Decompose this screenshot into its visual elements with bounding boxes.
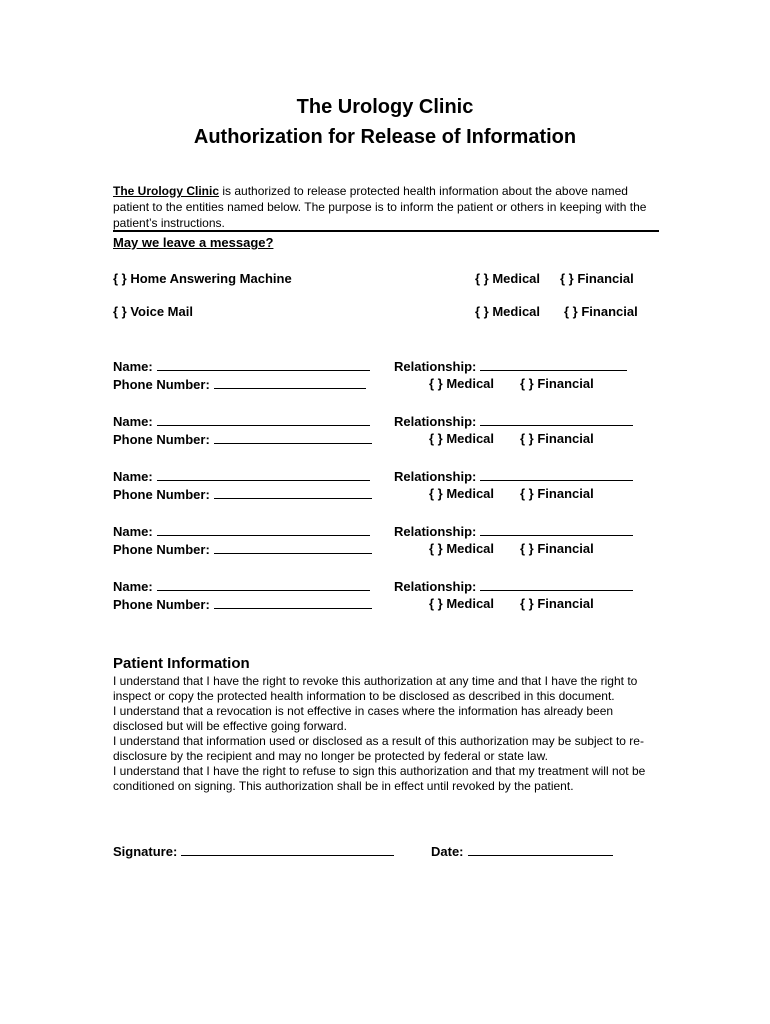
home-answering-machine-financial-option[interactable]: { } Financial (560, 271, 634, 286)
voice-mail-option[interactable]: { } Voice Mail (113, 304, 193, 319)
name-label: Name: (113, 469, 153, 484)
phone-field[interactable] (214, 596, 372, 609)
contact-medical-option[interactable]: { } Medical (429, 541, 495, 556)
name-label: Name: (113, 524, 153, 539)
home-answering-machine-option[interactable]: { } Home Answering Machine (113, 271, 292, 286)
relationship-label: Relationship: (394, 579, 477, 594)
patient-info-heading: Patient Information (113, 655, 250, 672)
contact-relationship-row (394, 358, 627, 374)
contact-medical-option[interactable]: { } Medical (429, 431, 495, 446)
relationship-field[interactable] (480, 413, 633, 426)
contact-name-row (113, 413, 370, 429)
name-label: Name: (113, 414, 153, 429)
voice-mail-medical-option[interactable]: { } Medical (475, 304, 541, 319)
relationship-label: Relationship: (394, 359, 477, 374)
signature-field[interactable] (181, 843, 394, 856)
contact-name-row (113, 358, 370, 374)
phone-field[interactable] (214, 486, 372, 499)
patient-info-paragraph: I understand that information used or disclosed as a result of this authorization may be subject to re-disclosure by the recipient and may no longer be protected by federal or state law. (113, 734, 644, 763)
contact-financial-option[interactable]: { } Financial (520, 541, 594, 556)
patient-info-paragraph: I understand that I have the right to refuse to sign this authorization and that my treatment will not be conditioned on signing. This authorization shall be in effect until revoked by the patient. (113, 764, 646, 793)
phone-field[interactable] (214, 541, 372, 554)
signature-row (113, 843, 394, 859)
contact-financial-option[interactable]: { } Financial (520, 596, 594, 611)
name-label: Name: (113, 359, 153, 374)
date-label: Date: (431, 844, 464, 859)
contact-name-row (113, 523, 370, 539)
signature-label: Signature: (113, 844, 178, 859)
date-field[interactable] (468, 843, 613, 856)
intro-text: is authorized to release protected health information about the above named patient to the entities named below. The purpose is to inform the patient or others in keeping with the patient’s instructions. (113, 184, 647, 230)
message-heading: May we leave a message? (113, 235, 274, 250)
phone-field[interactable] (214, 376, 366, 389)
phone-label: Phone Number: (113, 432, 210, 447)
phone-label: Phone Number: (113, 377, 210, 392)
relationship-field[interactable] (480, 468, 633, 481)
contact-relationship-row (394, 413, 633, 429)
name-field[interactable] (157, 468, 370, 481)
relationship-field[interactable] (480, 358, 627, 371)
name-field[interactable] (157, 358, 370, 371)
contact-financial-option[interactable]: { } Financial (520, 486, 594, 501)
contact-phone-row (113, 541, 372, 557)
name-label: Name: (113, 579, 153, 594)
name-field[interactable] (157, 413, 370, 426)
contact-phone-row (113, 431, 372, 447)
contact-relationship-row (394, 578, 633, 594)
name-field[interactable] (157, 523, 370, 536)
patient-info-paragraph: I understand that a revocation is not effective in cases where the information has already been disclosed but will be effective going forward. (113, 704, 614, 733)
phone-label: Phone Number: (113, 597, 210, 612)
contact-financial-option[interactable]: { } Financial (520, 431, 594, 446)
contact-name-row (113, 578, 370, 594)
contact-relationship-row (394, 468, 633, 484)
contact-medical-option[interactable]: { } Medical (429, 486, 495, 501)
relationship-label: Relationship: (394, 469, 477, 484)
patient-info-paragraph: I understand that I have the right to revoke this authorization at any time and that I have the right to inspect or copy the protected health information to be disclosed as described in this document. (113, 674, 638, 703)
contact-medical-option[interactable]: { } Medical (429, 376, 495, 391)
intro-paragraph (113, 183, 658, 231)
relationship-label: Relationship: (394, 524, 477, 539)
relationship-field[interactable] (480, 578, 633, 591)
contact-financial-option[interactable]: { } Financial (520, 376, 594, 391)
voice-mail-financial-option[interactable]: { } Financial (564, 304, 638, 319)
phone-field[interactable] (214, 431, 372, 444)
relationship-label: Relationship: (394, 414, 477, 429)
contact-phone-row (113, 596, 372, 612)
patient-info-text (113, 674, 658, 794)
name-field[interactable] (157, 578, 370, 591)
contact-medical-option[interactable]: { } Medical (429, 596, 495, 611)
document-title: The Urology Clinic (296, 96, 474, 118)
contact-phone-row (113, 376, 366, 392)
date-row (431, 843, 613, 859)
contact-phone-row (113, 486, 372, 502)
contact-name-row (113, 468, 370, 484)
divider (113, 230, 659, 232)
phone-label: Phone Number: (113, 487, 210, 502)
relationship-field[interactable] (480, 523, 633, 536)
phone-label: Phone Number: (113, 542, 210, 557)
intro-clinic-name: The Urology Clinic (113, 184, 220, 198)
document-subtitle: Authorization for Release of Information (193, 126, 577, 148)
home-answering-machine-medical-option[interactable]: { } Medical (475, 271, 541, 286)
contact-relationship-row (394, 523, 633, 539)
